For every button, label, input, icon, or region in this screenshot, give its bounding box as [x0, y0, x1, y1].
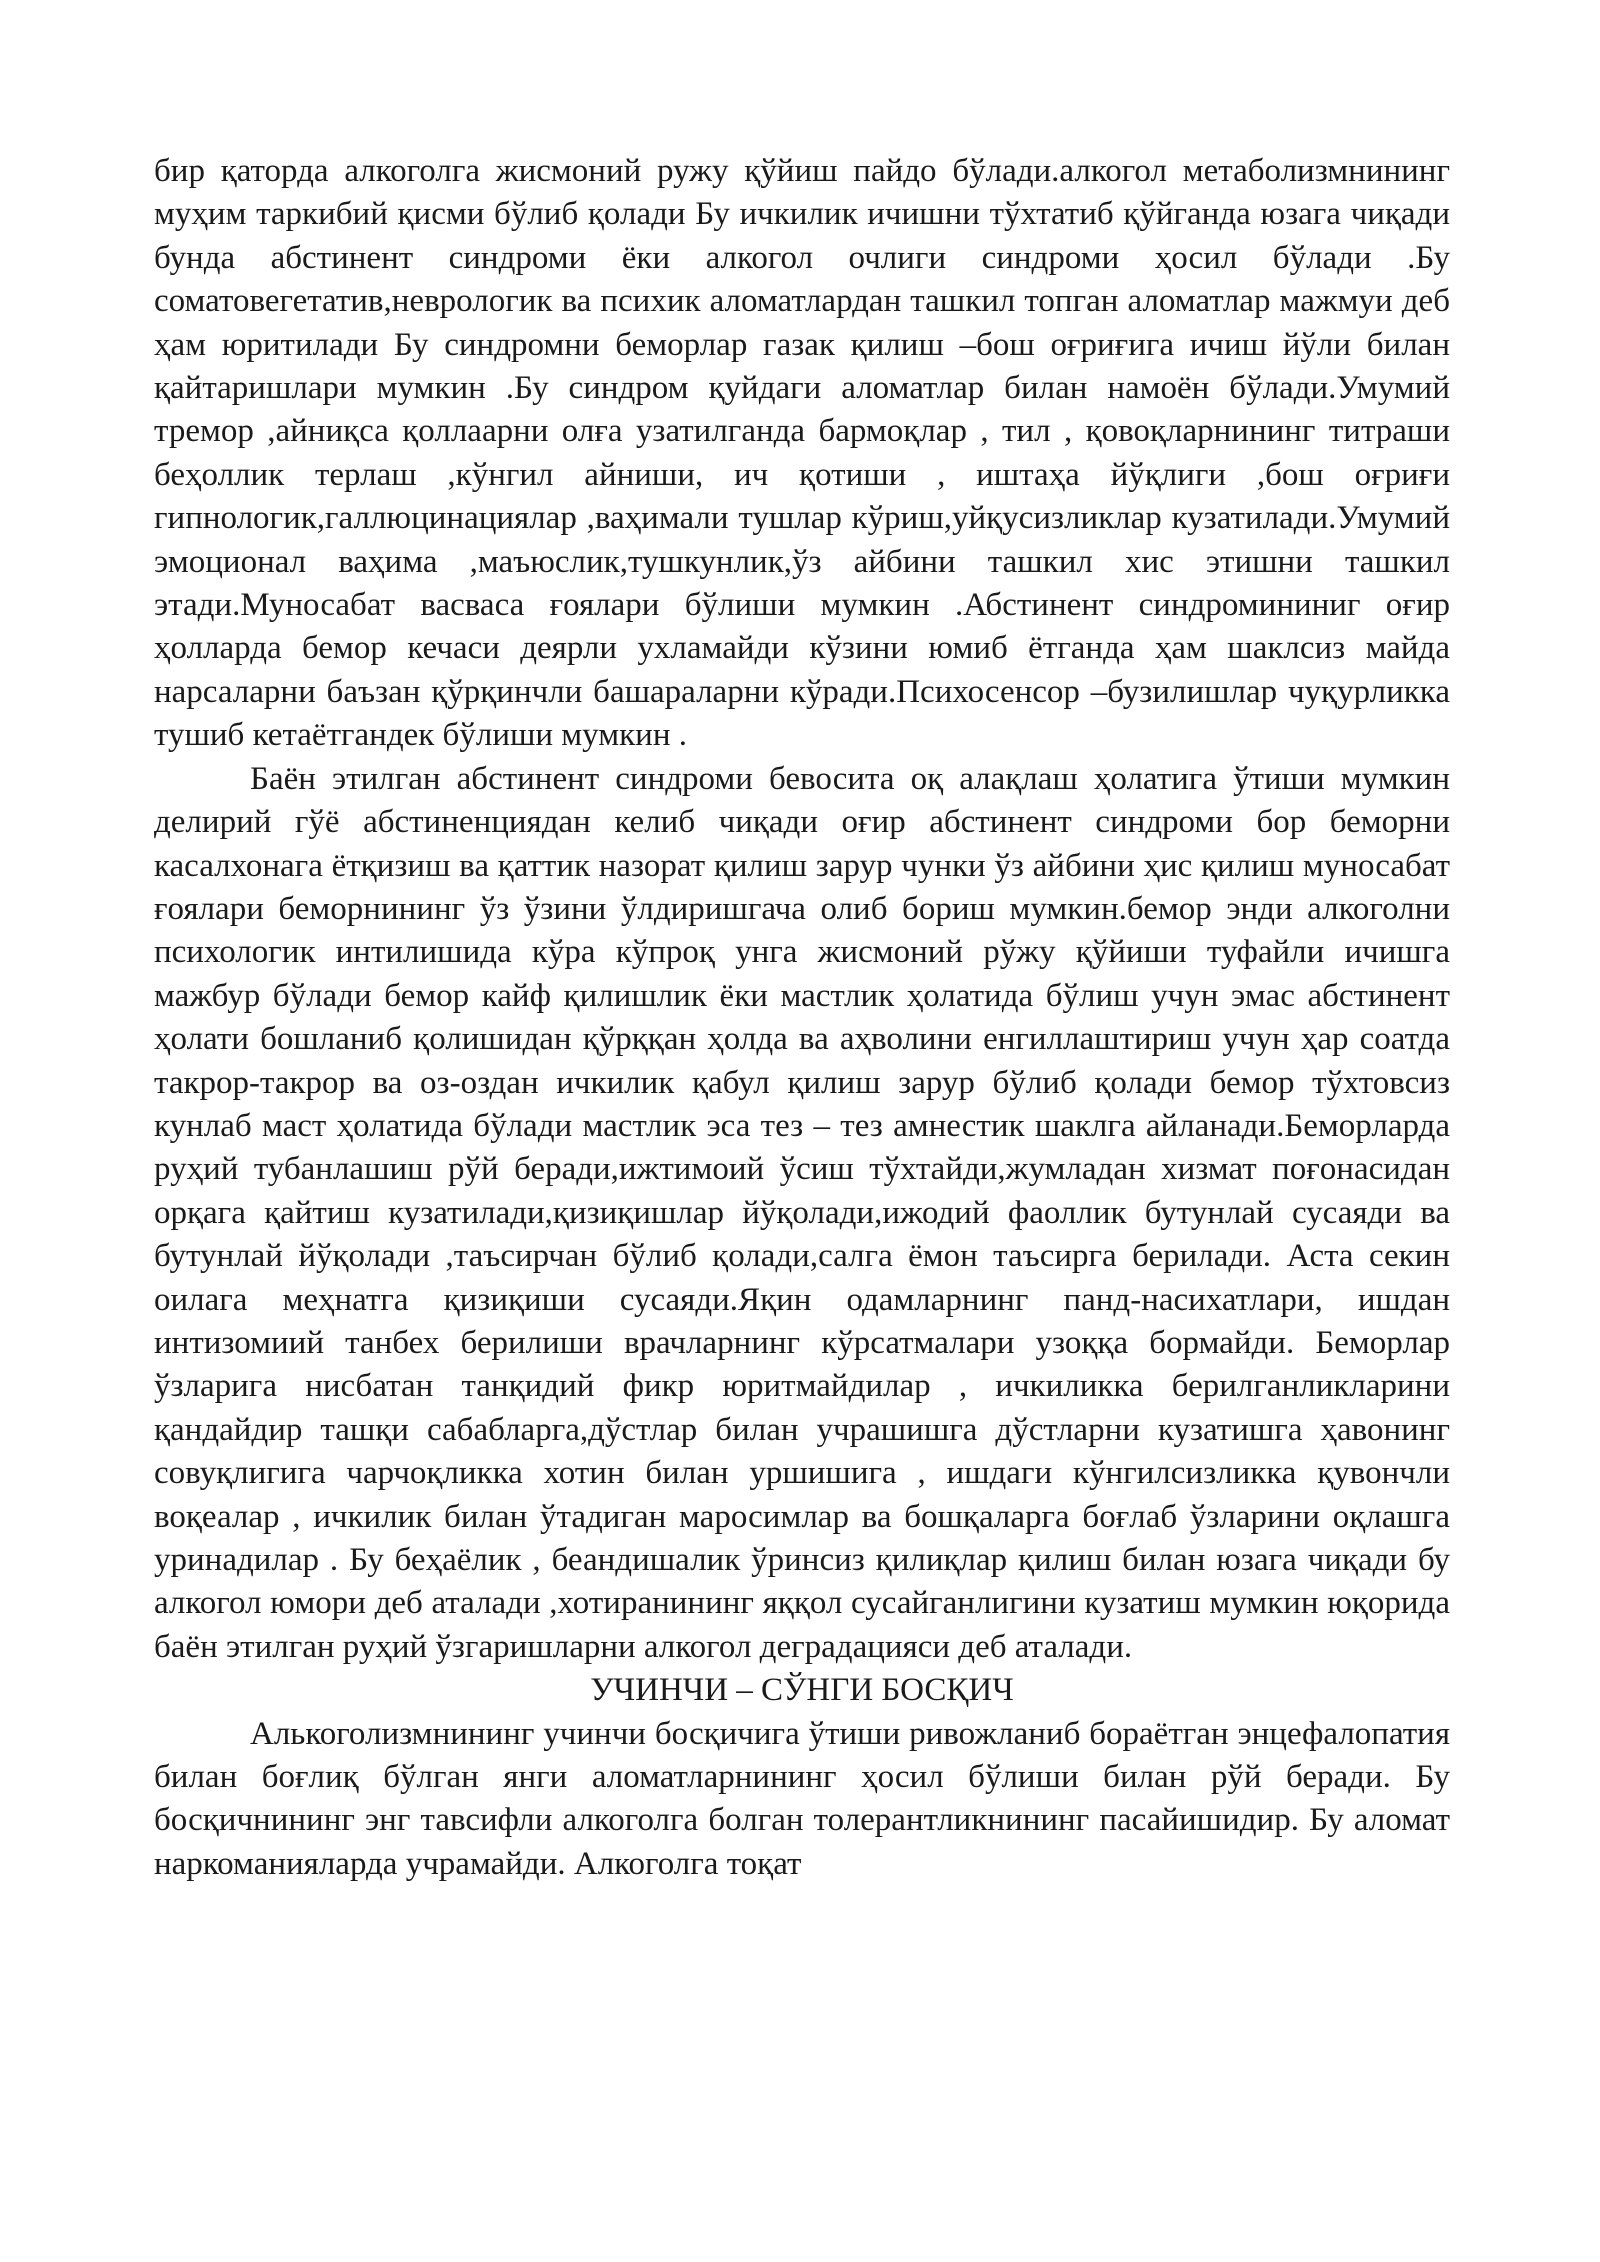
body-paragraph-2: Баён этилган абстинент синдроми бевосита оқ алақлаш ҳолатига ўтиши мумкин делирий гўё абстиненциядан келиб чиқади оғир абстинент синдроми бор беморни касалхонага ётқизиш ва қаттик назорат қилиш зарур чунки ўз айбини ҳис қилиш муносабат ғоялари беморнининг ўз ўзини ўлдиришгача олиб бориш мумкин.бемор энди алкоголни психологик интилишида кўра кўпроқ унга жисмоний рўжу қўйиши туфайли ичишга мажбур бўлади бемор кайф қилишлик ёки мастлик ҳолатида бўлиш учун эмас абстинент ҳолати бошланиб қолишидан қўрққан ҳолда ва аҳволини енгиллаштириш учун ҳар соатда такрор-такрор ва оз-оздан ичкилик қабул қилиш зарур бўлиб қолади бемор тўхтовсиз кунлаб маст ҳолатида бўлади мастлик эса тез – тез амнестик шаклга айланади.Беморларда руҳий тубанлашиш рўй беради,ижтимоий ўсиш тўхтайди,жумладан хизмат поғонасидан орқага қайтиш кузатилади,қизиқишлар йўқолади,ижодий фаоллик бутунлай сусаяди ва бутунлай йўқолади ,таъсирчан бўлиб қолади,салга ёмон таъсирга берилади. Аста секин оилага меҳнатга қизиқиши сусаяди.Яқин одамларнинг панд-насихатлари, ишдан интизомиий танбех берилиши врачларнинг кўрсатмалари узоққа бормайди. Беморлар ўзларига нисбатан танқидий фикр юритмайдилар , ичкиликка берилганликларини қандайдир ташқи сабабларга,дўстлар билан учрашишга дўстларни кузатишга ҳавонинг совуқлигига чарчоқликка хотин билан уршишига , ишдаги кўнгилсизликка қувончли воқеалар , ичкилик билан ўтадиган маросимлар ва бошқаларга боғлаб ўзларини оқлашга уринадилар . Бу беҳаёлик , беандишалик ўринсиз қилиқлар қилиш билан юзага чиқади бу алкогол юмори деб аталади ,хотиранининг яққол сусайганлигини кузатиш мумкин юқорида баён этилган руҳий ўзгаришларни алкогол деградацияси деб аталади.: [154, 760, 1450, 1665]
section-heading: УЧИНЧИ – СЎНГИ БОСҚИЧ: [590, 1672, 1014, 1709]
document-page: [154, 150, 1450, 1886]
body-paragraph-3: Алькоголизмнининг учинчи босқичига ўтиши ривожланиб бораётган энцефалопатия билан боғлиқ бўлган янги аломатларнининг ҳосил бўлиши билан рўй беради. Бу босқичнининг энг тавсифли алкоголга болган толерантликнининг пасайишидир. Бу аломат наркоманияларда учрамайди. Алкоголга тоқат: [154, 1715, 1450, 1882]
body-paragraph-1: бир қаторда алкоголга жисмоний ружу қўйиш пайдо бўлади.алкогол метаболизмнининг муҳим таркибий қисми бўлиб қолади Бу ичкилик ичишни тўхтатиб қўйганда юзага чиқади бунда абстинент синдроми ёки алкогол очлиги синдроми ҳосил бўлади .Бу соматовегетатив,неврологик ва психик аломатлардан ташкил топган аломатлар мажмуи деб ҳам юритилади Бу синдромни беморлар газак қилиш –бош оғриғига ичиш йўли билан қайтаришлари мумкин .Бу синдром қуйдаги аломатлар билан намоён бўлади.Умумий тремор ,айниқса қоллаарни олға узатилганда бармоқлар , тил , қовоқларнининг титраши беҳоллик терлаш ,кўнгил айниши, ич қотиши , иштаҳа йўқлиги ,бош оғриғи гипнологик,галлюцинациялар ,ваҳимали тушлар кўриш,уйқусизликлар кузатилади.Умумий эмоционал ваҳима ,маъюслик,тушкунлик,ўз айбини ташкил хис этишни ташкил этади.Муносабат васваса ғоялари бўлиши мумкин .Абстинент синдромининиг оғир ҳолларда бемор кечаси деярли ухламайди кўзини юмиб ётганда ҳам шаклсиз майда нарсаларни баъзан қўрқинчли башараларни кўради.Психосенсор –бузилишлар чуқурликка тушиб кетаётгандек бўлиши мумкин .: [154, 153, 1450, 754]
